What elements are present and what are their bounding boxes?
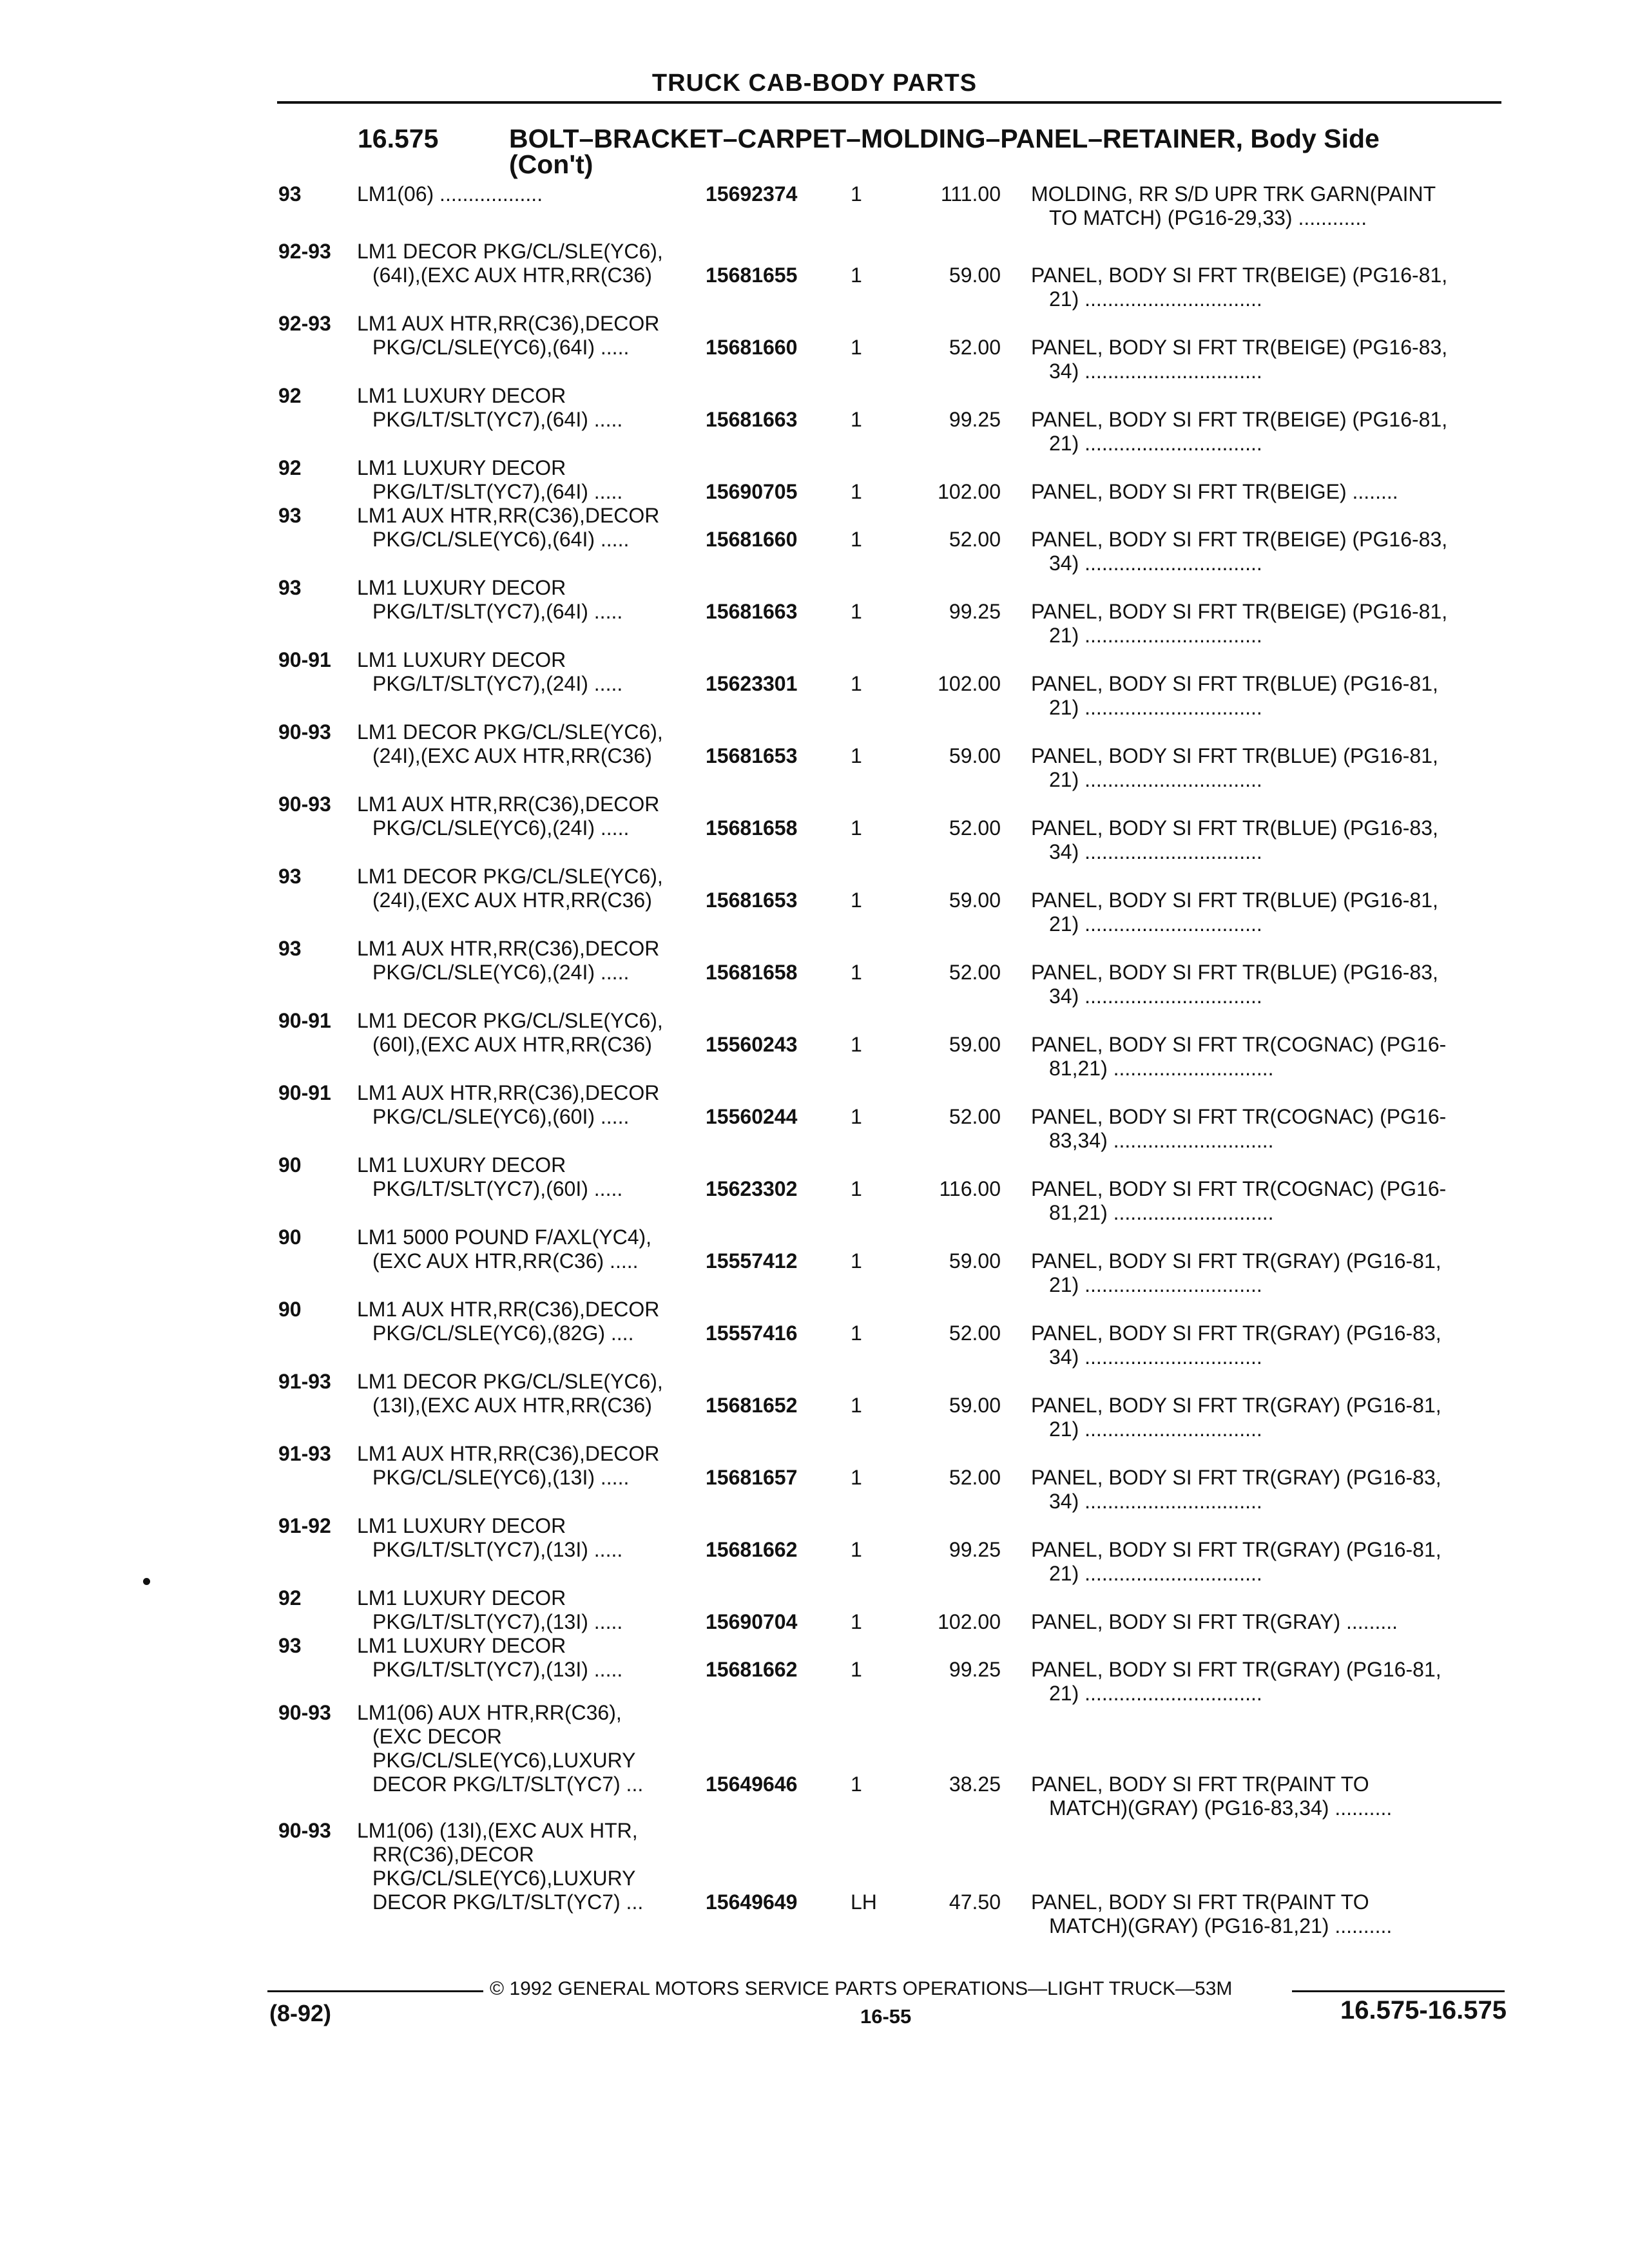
quantity: 1 — [851, 182, 862, 206]
application-text: PKG/LT/SLT(YC7),(13I) ..... — [372, 1610, 623, 1633]
application-text: DECOR PKG/LT/SLT(YC7) ... — [372, 1773, 644, 1796]
application-text: PKG/CL/SLE(YC6),(64I) ..... — [372, 528, 630, 551]
application-text: LM1 5000 POUND F/AXL(YC4), — [357, 1225, 652, 1249]
application-text: LM1 AUX HTR,RR(C36),DECOR — [357, 937, 660, 960]
margin-bullet — [143, 1578, 150, 1585]
price: 52.00 — [949, 1321, 1001, 1345]
model-year: 90-91 — [278, 1009, 331, 1032]
part-number: 15681660 — [706, 336, 798, 359]
model-year: 92 — [278, 384, 302, 407]
model-year: 92 — [278, 1586, 302, 1610]
model-year: 91-93 — [278, 1442, 331, 1465]
description-text: 21) ............................... — [1049, 1682, 1262, 1705]
description-text: 21) ............................... — [1049, 287, 1262, 311]
price: 116.00 — [939, 1177, 1001, 1200]
price: 59.00 — [949, 1033, 1001, 1056]
model-year: 92-93 — [278, 240, 331, 263]
description-text: PANEL, BODY SI FRT TR(BLUE) (PG16-81, — [1031, 672, 1438, 695]
part-number: 15681658 — [706, 816, 798, 840]
application-text: PKG/LT/SLT(YC7),(64I) ..... — [372, 600, 623, 623]
application-text: LM1 LUXURY DECOR — [357, 1634, 566, 1657]
description-text: 81,21) ............................ — [1049, 1057, 1274, 1080]
model-year: 93 — [278, 576, 302, 599]
description-text: PANEL, BODY SI FRT TR(GRAY) (PG16-83, — [1031, 1321, 1441, 1345]
model-year: 90-93 — [278, 720, 331, 744]
description-text: PANEL, BODY SI FRT TR(BLUE) (PG16-83, — [1031, 816, 1438, 840]
description-text: PANEL, BODY SI FRT TR(BEIGE) (PG16-81, — [1031, 600, 1448, 623]
part-number: 15690704 — [706, 1610, 798, 1633]
part-number: 15557412 — [706, 1249, 798, 1273]
quantity: 1 — [851, 889, 862, 912]
description-text: PANEL, BODY SI FRT TR(BEIGE) ........ — [1031, 480, 1398, 503]
description-text: MATCH)(GRAY) (PG16-83,34) .......... — [1049, 1796, 1393, 1820]
application-text: PKG/CL/SLE(YC6),(24I) ..... — [372, 816, 630, 840]
application-text: PKG/CL/SLE(YC6),(13I) ..... — [372, 1466, 630, 1489]
application-text: LM1 AUX HTR,RR(C36),DECOR — [357, 504, 660, 527]
description-text: PANEL, BODY SI FRT TR(BLUE) (PG16-81, — [1031, 744, 1438, 767]
part-number: 15623301 — [706, 672, 798, 695]
footer-section-range: 16.575-16.575 — [1340, 1996, 1507, 2024]
application-text: LM1(06) .................. — [357, 182, 543, 206]
application-text: LM1 LUXURY DECOR — [357, 1586, 566, 1610]
description-text: PANEL, BODY SI FRT TR(COGNAC) (PG16- — [1031, 1105, 1447, 1128]
application-text: (13I),(EXC AUX HTR,RR(C36) — [372, 1394, 652, 1417]
model-year: 93 — [278, 182, 302, 206]
quantity: 1 — [851, 1466, 862, 1489]
model-year: 92 — [278, 456, 302, 479]
application-text: LM1 AUX HTR,RR(C36),DECOR — [357, 1298, 660, 1321]
part-number: 15560244 — [706, 1105, 798, 1128]
description-text: PANEL, BODY SI FRT TR(COGNAC) (PG16- — [1031, 1033, 1447, 1056]
page-header-title: TRUCK CAB-BODY PARTS — [651, 70, 978, 97]
price: 52.00 — [949, 816, 1001, 840]
application-text: PKG/CL/SLE(YC6),(82G) .... — [372, 1321, 634, 1345]
model-year: 93 — [278, 865, 302, 888]
footer-rule-right — [1292, 1990, 1505, 1992]
application-text: LM1 DECOR PKG/CL/SLE(YC6), — [357, 1370, 663, 1393]
application-text: LM1 AUX HTR,RR(C36),DECOR — [357, 1081, 660, 1104]
application-text: RR(C36),DECOR — [372, 1843, 534, 1866]
application-text: LM1 LUXURY DECOR — [357, 576, 566, 599]
description-text: PANEL, BODY SI FRT TR(GRAY) (PG16-83, — [1031, 1466, 1441, 1489]
description-text: PANEL, BODY SI FRT TR(BLUE) (PG16-81, — [1031, 889, 1438, 912]
quantity: 1 — [851, 1610, 862, 1633]
footer-page-number: 16-55 — [860, 2005, 912, 2028]
description-text: PANEL, BODY SI FRT TR(GRAY) (PG16-81, — [1031, 1658, 1441, 1681]
part-number: 15692374 — [706, 182, 798, 206]
application-text: LM1 LUXURY DECOR — [357, 1514, 566, 1537]
part-number: 15681662 — [706, 1538, 798, 1561]
description-text: 34) ............................... — [1049, 1345, 1262, 1369]
part-number: 15681653 — [706, 889, 798, 912]
description-text: PANEL, BODY SI FRT TR(COGNAC) (PG16- — [1031, 1177, 1447, 1200]
model-year: 93 — [278, 504, 302, 527]
application-text: LM1 LUXURY DECOR — [357, 384, 566, 407]
description-text: 34) ............................... — [1049, 840, 1262, 863]
description-text: 21) ............................... — [1049, 1418, 1262, 1441]
application-text: (EXC AUX HTR,RR(C36) ..... — [372, 1249, 639, 1273]
quantity: 1 — [851, 1033, 862, 1056]
quantity: 1 — [851, 1249, 862, 1273]
description-text: PANEL, BODY SI FRT TR(BEIGE) (PG16-83, — [1031, 528, 1448, 551]
price: 59.00 — [949, 744, 1001, 767]
part-number: 15681663 — [706, 408, 798, 431]
price: 52.00 — [949, 1105, 1001, 1128]
application-text: (64I),(EXC AUX HTR,RR(C36) — [372, 264, 652, 287]
model-year: 93 — [278, 1634, 302, 1657]
model-year: 90-91 — [278, 1081, 331, 1104]
description-text: 21) ............................... — [1049, 1562, 1262, 1585]
application-text: PKG/CL/SLE(YC6),(64I) ..... — [372, 336, 630, 359]
quantity: 1 — [851, 1538, 862, 1561]
price: 102.00 — [938, 1610, 1001, 1633]
price: 59.00 — [949, 1249, 1001, 1273]
application-text: LM1(06) AUX HTR,RR(C36), — [357, 1701, 622, 1724]
part-number: 15681663 — [706, 600, 798, 623]
price: 59.00 — [949, 1394, 1001, 1417]
application-text: LM1 DECOR PKG/CL/SLE(YC6), — [357, 1009, 663, 1032]
description-text: 21) ............................... — [1049, 696, 1262, 719]
description-text: MOLDING, RR S/D UPR TRK GARN(PAINT — [1031, 182, 1436, 206]
quantity: 1 — [851, 961, 862, 984]
price: 52.00 — [949, 1466, 1001, 1489]
quantity: 1 — [851, 1177, 862, 1200]
application-text: LM1(06) (13I),(EXC AUX HTR, — [357, 1819, 638, 1842]
description-text: 21) ............................... — [1049, 768, 1262, 791]
application-text: PKG/LT/SLT(YC7),(64I) ..... — [372, 408, 623, 431]
section-continued: (Con't) — [509, 149, 593, 179]
application-text: LM1 AUX HTR,RR(C36),DECOR — [357, 1442, 660, 1465]
part-number: 15681652 — [706, 1394, 798, 1417]
quantity: 1 — [851, 336, 862, 359]
footer-date: (8-92) — [269, 2000, 332, 2026]
part-number: 15681657 — [706, 1466, 798, 1489]
part-number: 15681655 — [706, 264, 798, 287]
application-text: LM1 LUXURY DECOR — [357, 648, 566, 671]
model-year: 90 — [278, 1153, 302, 1177]
part-number: 15557416 — [706, 1321, 798, 1345]
description-text: 21) ............................... — [1049, 1273, 1262, 1296]
description-text: PANEL, BODY SI FRT TR(PAINT TO — [1031, 1773, 1369, 1796]
quantity: 1 — [851, 528, 862, 551]
quantity: 1 — [851, 480, 862, 503]
price: 102.00 — [938, 672, 1001, 695]
application-text: LM1 LUXURY DECOR — [357, 456, 566, 479]
quantity: LH — [851, 1890, 877, 1914]
section-title: BOLT–BRACKET–CARPET–MOLDING–PANEL–RETAINER, Body Side — [509, 124, 1380, 153]
application-text: (24I),(EXC AUX HTR,RR(C36) — [372, 744, 652, 767]
application-text: PKG/LT/SLT(YC7),(24I) ..... — [372, 672, 623, 695]
part-number: 15649646 — [706, 1773, 798, 1796]
quantity: 1 — [851, 600, 862, 623]
description-text: PANEL, BODY SI FRT TR(BEIGE) (PG16-83, — [1031, 336, 1448, 359]
application-text: (60I),(EXC AUX HTR,RR(C36) — [372, 1033, 652, 1056]
description-text: 34) ............................... — [1049, 360, 1262, 383]
quantity: 1 — [851, 1394, 862, 1417]
description-text: PANEL, BODY SI FRT TR(GRAY) (PG16-81, — [1031, 1538, 1441, 1561]
model-year: 90 — [278, 1298, 302, 1321]
quantity: 1 — [851, 816, 862, 840]
application-text: PKG/LT/SLT(YC7),(13I) ..... — [372, 1538, 623, 1561]
description-text: 34) ............................... — [1049, 985, 1262, 1008]
description-text: PANEL, BODY SI FRT TR(GRAY) ......... — [1031, 1610, 1398, 1633]
model-year: 90-93 — [278, 793, 331, 816]
description-text: 34) ............................... — [1049, 552, 1262, 575]
application-text: LM1 DECOR PKG/CL/SLE(YC6), — [357, 865, 663, 888]
application-text: LM1 AUX HTR,RR(C36),DECOR — [357, 312, 660, 335]
footer-rule-left — [267, 1990, 483, 1992]
part-number: 15681658 — [706, 961, 798, 984]
part-number: 15560243 — [706, 1033, 798, 1056]
part-number: 15690705 — [706, 480, 798, 503]
description-text: 34) ............................... — [1049, 1490, 1262, 1513]
price: 102.00 — [938, 480, 1001, 503]
application-text: PKG/CL/SLE(YC6),LUXURY — [372, 1749, 636, 1772]
price: 99.25 — [949, 408, 1001, 431]
model-year: 91-93 — [278, 1370, 331, 1393]
footer-copyright: © 1992 GENERAL MOTORS SERVICE PARTS OPERATIONS—LIGHT TRUCK—53M — [490, 1978, 1233, 1999]
application-text: LM1 AUX HTR,RR(C36),DECOR — [357, 793, 660, 816]
quantity: 1 — [851, 1321, 862, 1345]
application-text: PKG/CL/SLE(YC6),(24I) ..... — [372, 961, 630, 984]
price: 52.00 — [949, 528, 1001, 551]
model-year: 91-92 — [278, 1514, 331, 1537]
price: 99.25 — [949, 1538, 1001, 1561]
description-text: 21) ............................... — [1049, 624, 1262, 647]
description-text: 81,21) ............................ — [1049, 1201, 1274, 1224]
description-text: PANEL, BODY SI FRT TR(BLUE) (PG16-83, — [1031, 961, 1438, 984]
quantity: 1 — [851, 672, 862, 695]
part-number: 15681653 — [706, 744, 798, 767]
quantity: 1 — [851, 1105, 862, 1128]
quantity: 1 — [851, 408, 862, 431]
description-text: 21) ............................... — [1049, 432, 1262, 455]
description-text: PANEL, BODY SI FRT TR(GRAY) (PG16-81, — [1031, 1249, 1441, 1273]
quantity: 1 — [851, 1658, 862, 1681]
part-number: 15681662 — [706, 1658, 798, 1681]
application-text: (24I),(EXC AUX HTR,RR(C36) — [372, 889, 652, 912]
description-text: MATCH)(GRAY) (PG16-81,21) .......... — [1049, 1914, 1393, 1937]
price: 59.00 — [949, 264, 1001, 287]
part-number: 15623302 — [706, 1177, 798, 1200]
quantity: 1 — [851, 1773, 862, 1796]
price: 52.00 — [949, 961, 1001, 984]
description-text: 83,34) ............................ — [1049, 1129, 1274, 1152]
price: 99.25 — [949, 1658, 1001, 1681]
description-text: PANEL, BODY SI FRT TR(GRAY) (PG16-81, — [1031, 1394, 1441, 1417]
part-number: 15649649 — [706, 1890, 798, 1914]
price: 52.00 — [949, 336, 1001, 359]
price: 59.00 — [949, 889, 1001, 912]
description-text: PANEL, BODY SI FRT TR(BEIGE) (PG16-81, — [1031, 408, 1448, 431]
price: 111.00 — [940, 182, 1001, 206]
application-text: PKG/LT/SLT(YC7),(64I) ..... — [372, 480, 623, 503]
application-text: PKG/CL/SLE(YC6),(60I) ..... — [372, 1105, 630, 1128]
model-year: 90 — [278, 1225, 302, 1249]
model-year: 90-93 — [278, 1819, 331, 1842]
description-text: TO MATCH) (PG16-29,33) ............ — [1049, 206, 1367, 229]
description-text: PANEL, BODY SI FRT TR(PAINT TO — [1031, 1890, 1369, 1914]
model-year: 92-93 — [278, 312, 331, 335]
part-number: 15681660 — [706, 528, 798, 551]
application-text: LM1 LUXURY DECOR — [357, 1153, 566, 1177]
application-text: PKG/LT/SLT(YC7),(60I) ..... — [372, 1177, 623, 1200]
quantity: 1 — [851, 264, 862, 287]
description-text: PANEL, BODY SI FRT TR(BEIGE) (PG16-81, — [1031, 264, 1448, 287]
application-text: PKG/CL/SLE(YC6),LUXURY — [372, 1867, 636, 1890]
application-text: LM1 DECOR PKG/CL/SLE(YC6), — [357, 720, 663, 744]
price: 99.25 — [949, 600, 1001, 623]
model-year: 93 — [278, 937, 302, 960]
application-text: (EXC DECOR — [372, 1725, 502, 1748]
description-text: 21) ............................... — [1049, 912, 1262, 936]
application-text: LM1 DECOR PKG/CL/SLE(YC6), — [357, 240, 663, 263]
price: 38.25 — [949, 1773, 1001, 1796]
price: 47.50 — [949, 1890, 1001, 1914]
application-text: PKG/LT/SLT(YC7),(13I) ..... — [372, 1658, 623, 1681]
model-year: 90-91 — [278, 648, 331, 671]
application-text: DECOR PKG/LT/SLT(YC7) ... — [372, 1890, 644, 1914]
model-year: 90-93 — [278, 1701, 331, 1724]
section-number: 16.575 — [358, 124, 439, 153]
quantity: 1 — [851, 744, 862, 767]
